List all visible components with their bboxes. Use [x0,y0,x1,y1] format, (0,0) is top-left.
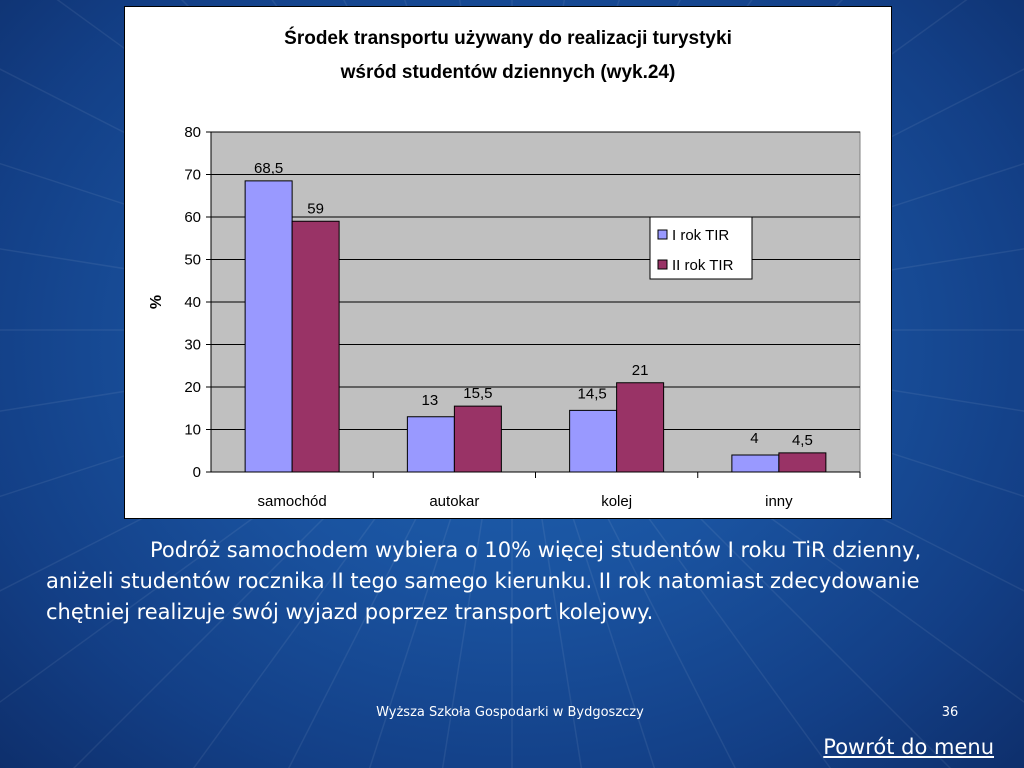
bar-ii-rok-1 [454,406,501,472]
y-axis-label: % [148,294,165,310]
bar-i-rok-0 [245,181,292,472]
footer-school-name: Wyższa Szkoła Gospodarki w Bydgoszczy [376,705,644,720]
y-tick-label: 80 [184,124,201,141]
body-text: Podróż samochodem wybiera o 10% więcej studentów I roku TiR dzienny, aniżeli studentów rocznika II tego samego kierunku. II rok natomiast zdecydowanie chętniej realizuje swój wyjazd poprzez transport kolejowy. [46,538,922,624]
y-tick-label: 30 [184,336,201,354]
data-label: 21 [631,361,649,379]
x-tick-label: samochód [257,493,327,510]
y-tick-label: 0 [192,464,201,481]
y-tick-label: 70 [184,166,201,184]
x-tick-label: inny [765,493,793,510]
data-label: 59 [307,200,324,218]
back-to-menu-link[interactable]: Powrót do menu [823,735,994,759]
legend-swatch [658,230,667,239]
bar-i-rok-1 [407,417,454,472]
data-label: 4,5 [791,431,813,449]
bar-i-rok-3 [732,455,779,472]
bar-ii-rok-0 [292,221,339,472]
chart-panel [124,6,892,519]
y-tick-label: 40 [184,294,201,311]
bar-i-rok-2 [570,410,617,472]
data-label: 68,5 [254,159,284,177]
data-label: 15,5 [463,385,493,403]
x-tick-label: kolej [601,493,633,510]
y-tick-label: 50 [184,251,201,269]
bar-ii-rok-2 [617,383,664,472]
chart-title-line-1: Środek transportu używany do realizacji turystyki [284,28,732,49]
data-label: 4 [750,430,759,447]
bar-ii-rok-3 [779,453,826,472]
data-label: 14,5 [577,385,607,403]
y-tick-label: 20 [184,379,201,396]
chart-title-line-2: wśród studentów dziennych (wyk.24) [340,62,676,83]
legend-swatch [658,260,667,269]
data-label: 13 [421,391,439,409]
footer-page-number: 36 [941,705,959,720]
y-tick-label: 60 [184,209,201,226]
bar-chart [125,7,891,518]
legend-label: I rok TIR [672,227,730,244]
legend-label: II rok TIR [672,257,734,274]
y-tick-label: 10 [184,421,201,439]
x-tick-label: autokar [429,493,480,510]
